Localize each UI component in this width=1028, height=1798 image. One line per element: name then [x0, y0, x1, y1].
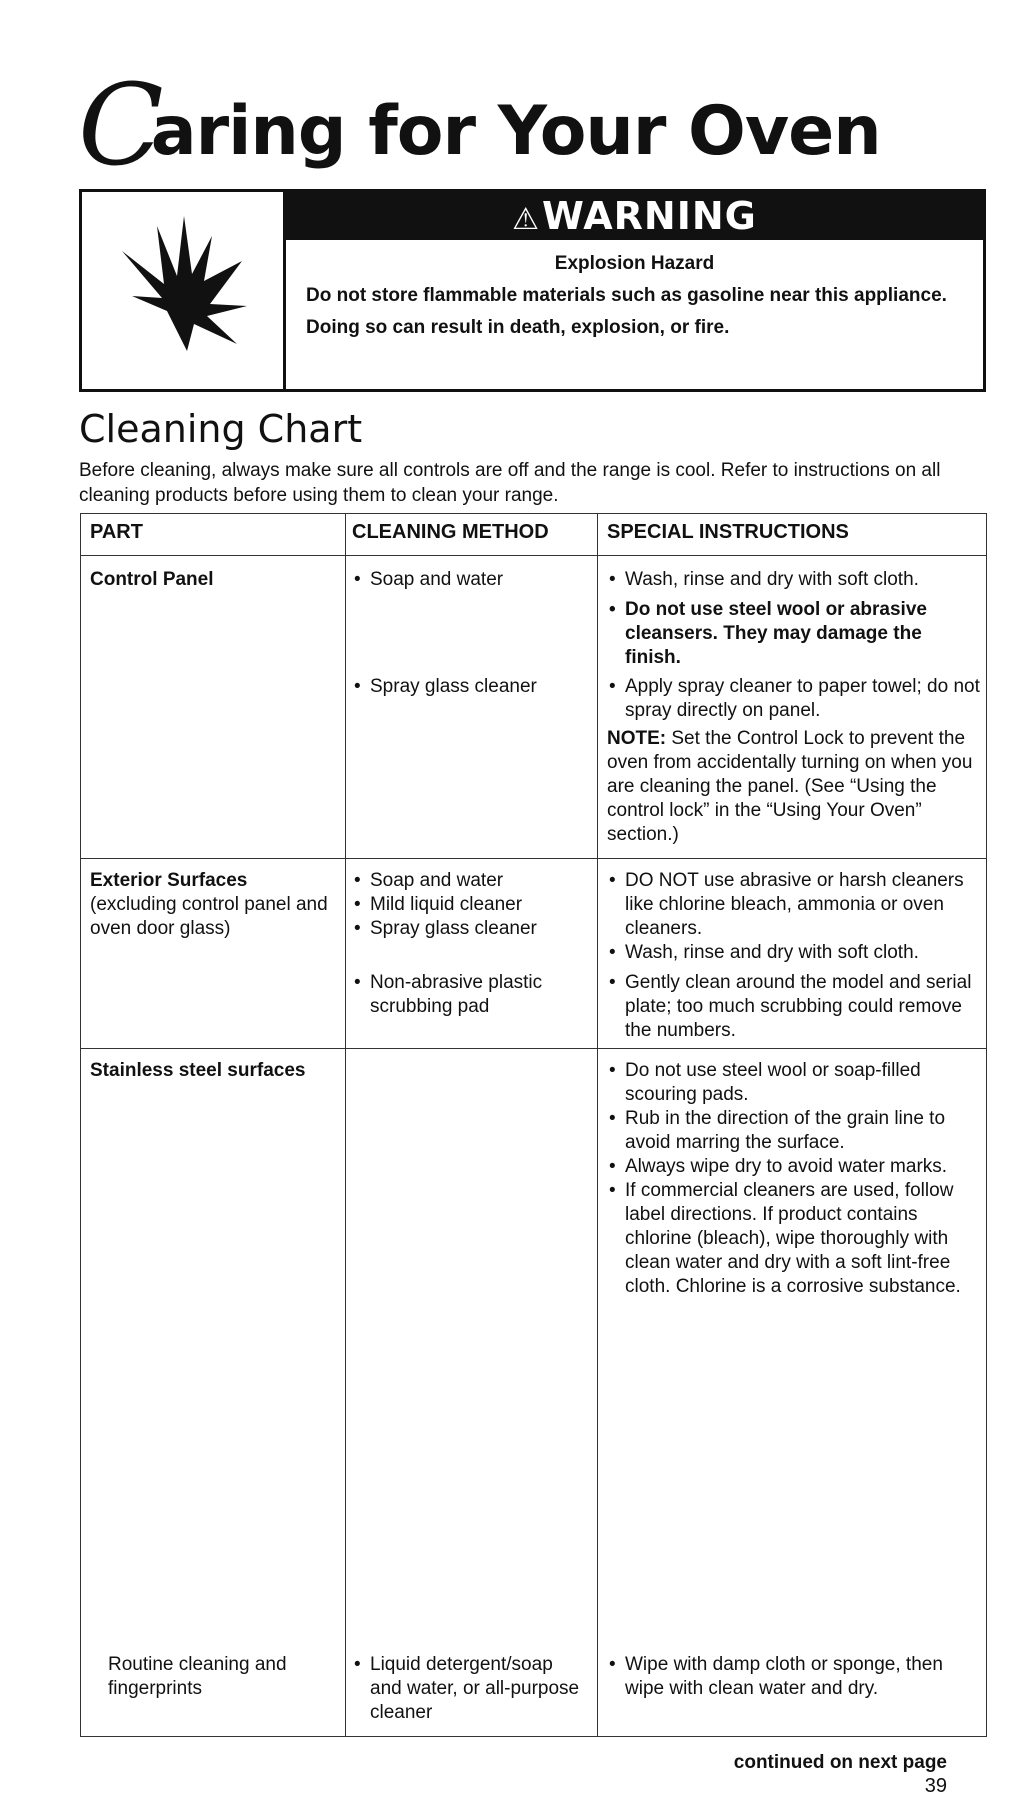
- title-initial: C: [78, 61, 163, 191]
- part-exterior-sub: (excluding control panel and oven door glass): [90, 894, 328, 939]
- page-title: [78, 60, 881, 191]
- page-number: 39: [924, 1775, 947, 1797]
- warning-triangle-icon: ⚠: [512, 202, 541, 237]
- section-title: Cleaning Chart: [79, 407, 363, 451]
- subpart-routine-cleaning: Routine cleaning and fingerprints: [108, 1654, 287, 1699]
- method-item: • Spray glass cleaner: [352, 675, 582, 699]
- part-exterior-name: Exterior Surfaces: [90, 870, 248, 891]
- instruction-item: • Apply spray cleaner to paper towel; do not spray directly on panel.: [607, 675, 982, 723]
- table-rule-right: [986, 513, 987, 1737]
- warning-banner: [286, 192, 983, 240]
- method-item: • Non-abrasive plastic scrubbing pad: [352, 971, 582, 1019]
- intro-text: Before cleaning, always make sure all controls are off and the range is cool. Refer to instructions on all cleaning products before using them to clean your range.: [79, 460, 941, 506]
- method-exterior-1: [352, 869, 582, 941]
- warning-box: [79, 189, 986, 392]
- part-exterior: [90, 869, 340, 941]
- header-part: PART: [90, 521, 143, 543]
- part-stainless: Stainless steel surfaces: [90, 1060, 306, 1081]
- instructions-control-panel-2: [607, 675, 982, 847]
- instruction-item: • Always wipe dry to avoid water marks.: [607, 1155, 982, 1179]
- header-special-instructions: SPECIAL INSTRUCTIONS: [607, 521, 849, 543]
- warning-body: [306, 252, 963, 348]
- table-rule-col1: [345, 513, 346, 1737]
- instruction-item: • Do not use steel wool or soap-filled scouring pads.: [607, 1059, 982, 1107]
- note-text: Set the Control Lock to prevent the oven from accidentally turning on when you are cleaning the panel. (See “Using the control lock” in the “Using Your Oven” section.): [607, 728, 973, 845]
- instructions-exterior-1: [607, 869, 982, 965]
- instruction-item: • DO NOT use abrasive or harsh cleaners like chlorine bleach, ammonia or oven cleaners.: [607, 869, 982, 941]
- table-rule-row1: [80, 858, 987, 859]
- method-item: • Mild liquid cleaner: [352, 893, 582, 917]
- warning-icon-cell: [82, 192, 286, 389]
- control-panel-note: [607, 727, 982, 847]
- instruction-item: • Wash, rinse and dry with soft cloth.: [607, 941, 982, 965]
- warning-banner-label: WARNING: [542, 194, 757, 238]
- table-rule-left: [80, 513, 81, 1737]
- title-rest: aring for Your Oven: [150, 92, 881, 171]
- warning-line-2: Doing so can result in death, explosion, or fire.: [306, 317, 730, 338]
- warning-line-1: Do not store flammable materials such as gasoline near this appliance.: [306, 285, 947, 306]
- instruction-item: • If commercial cleaners are used, follow label directions. If product contains chlorine (bleach), wipe thoroughly with clean water and dry with a soft lint-free cloth. Chlorine is a corrosive substance.: [607, 1179, 982, 1299]
- table-rule-bottom: [80, 1736, 987, 1737]
- table-rule-row2: [80, 1048, 987, 1049]
- method-stainless-1: [352, 1653, 582, 1725]
- method-exterior-2: [352, 971, 582, 1019]
- continued-note: continued on next page: [733, 1752, 947, 1773]
- method-control-panel-1: [352, 568, 582, 592]
- header-cleaning-method: CLEANING METHOD: [352, 521, 549, 543]
- hazard-title: Explosion Hazard: [554, 253, 715, 274]
- table-rule-top: [80, 513, 987, 514]
- cleaning-chart: [80, 513, 987, 1797]
- instructions-control-panel-1: [607, 568, 982, 670]
- instruction-item-warning: • Do not use steel wool or abrasive cleansers. They may damage the finish.: [607, 598, 955, 670]
- instructions-stainless-2: [607, 1653, 982, 1701]
- table-rule-header: [80, 555, 987, 556]
- instructions-stainless-1: [607, 1059, 982, 1299]
- note-label: NOTE:: [607, 728, 667, 749]
- method-item: • Liquid detergent/soap and water, or all-purpose cleaner: [352, 1653, 582, 1725]
- part-control-panel: Control Panel: [90, 569, 214, 590]
- table-rule-col2: [597, 513, 598, 1737]
- instruction-item: • Rub in the direction of the grain line to avoid marring the surface.: [607, 1107, 982, 1155]
- method-item: • Soap and water: [352, 869, 582, 893]
- method-control-panel-2: [352, 675, 582, 699]
- instruction-item: • Wash, rinse and dry with soft cloth.: [607, 568, 982, 592]
- instruction-item: • Wipe with damp cloth or sponge, then wipe with clean water and dry.: [607, 1653, 982, 1701]
- explosion-icon: [112, 216, 252, 356]
- method-item: • Spray glass cleaner: [352, 917, 582, 941]
- method-item: • Soap and water: [352, 568, 582, 592]
- instruction-item: • Gently clean around the model and serial plate; too much scrubbing could remove the numbers.: [607, 971, 982, 1043]
- instructions-exterior-2: [607, 971, 982, 1043]
